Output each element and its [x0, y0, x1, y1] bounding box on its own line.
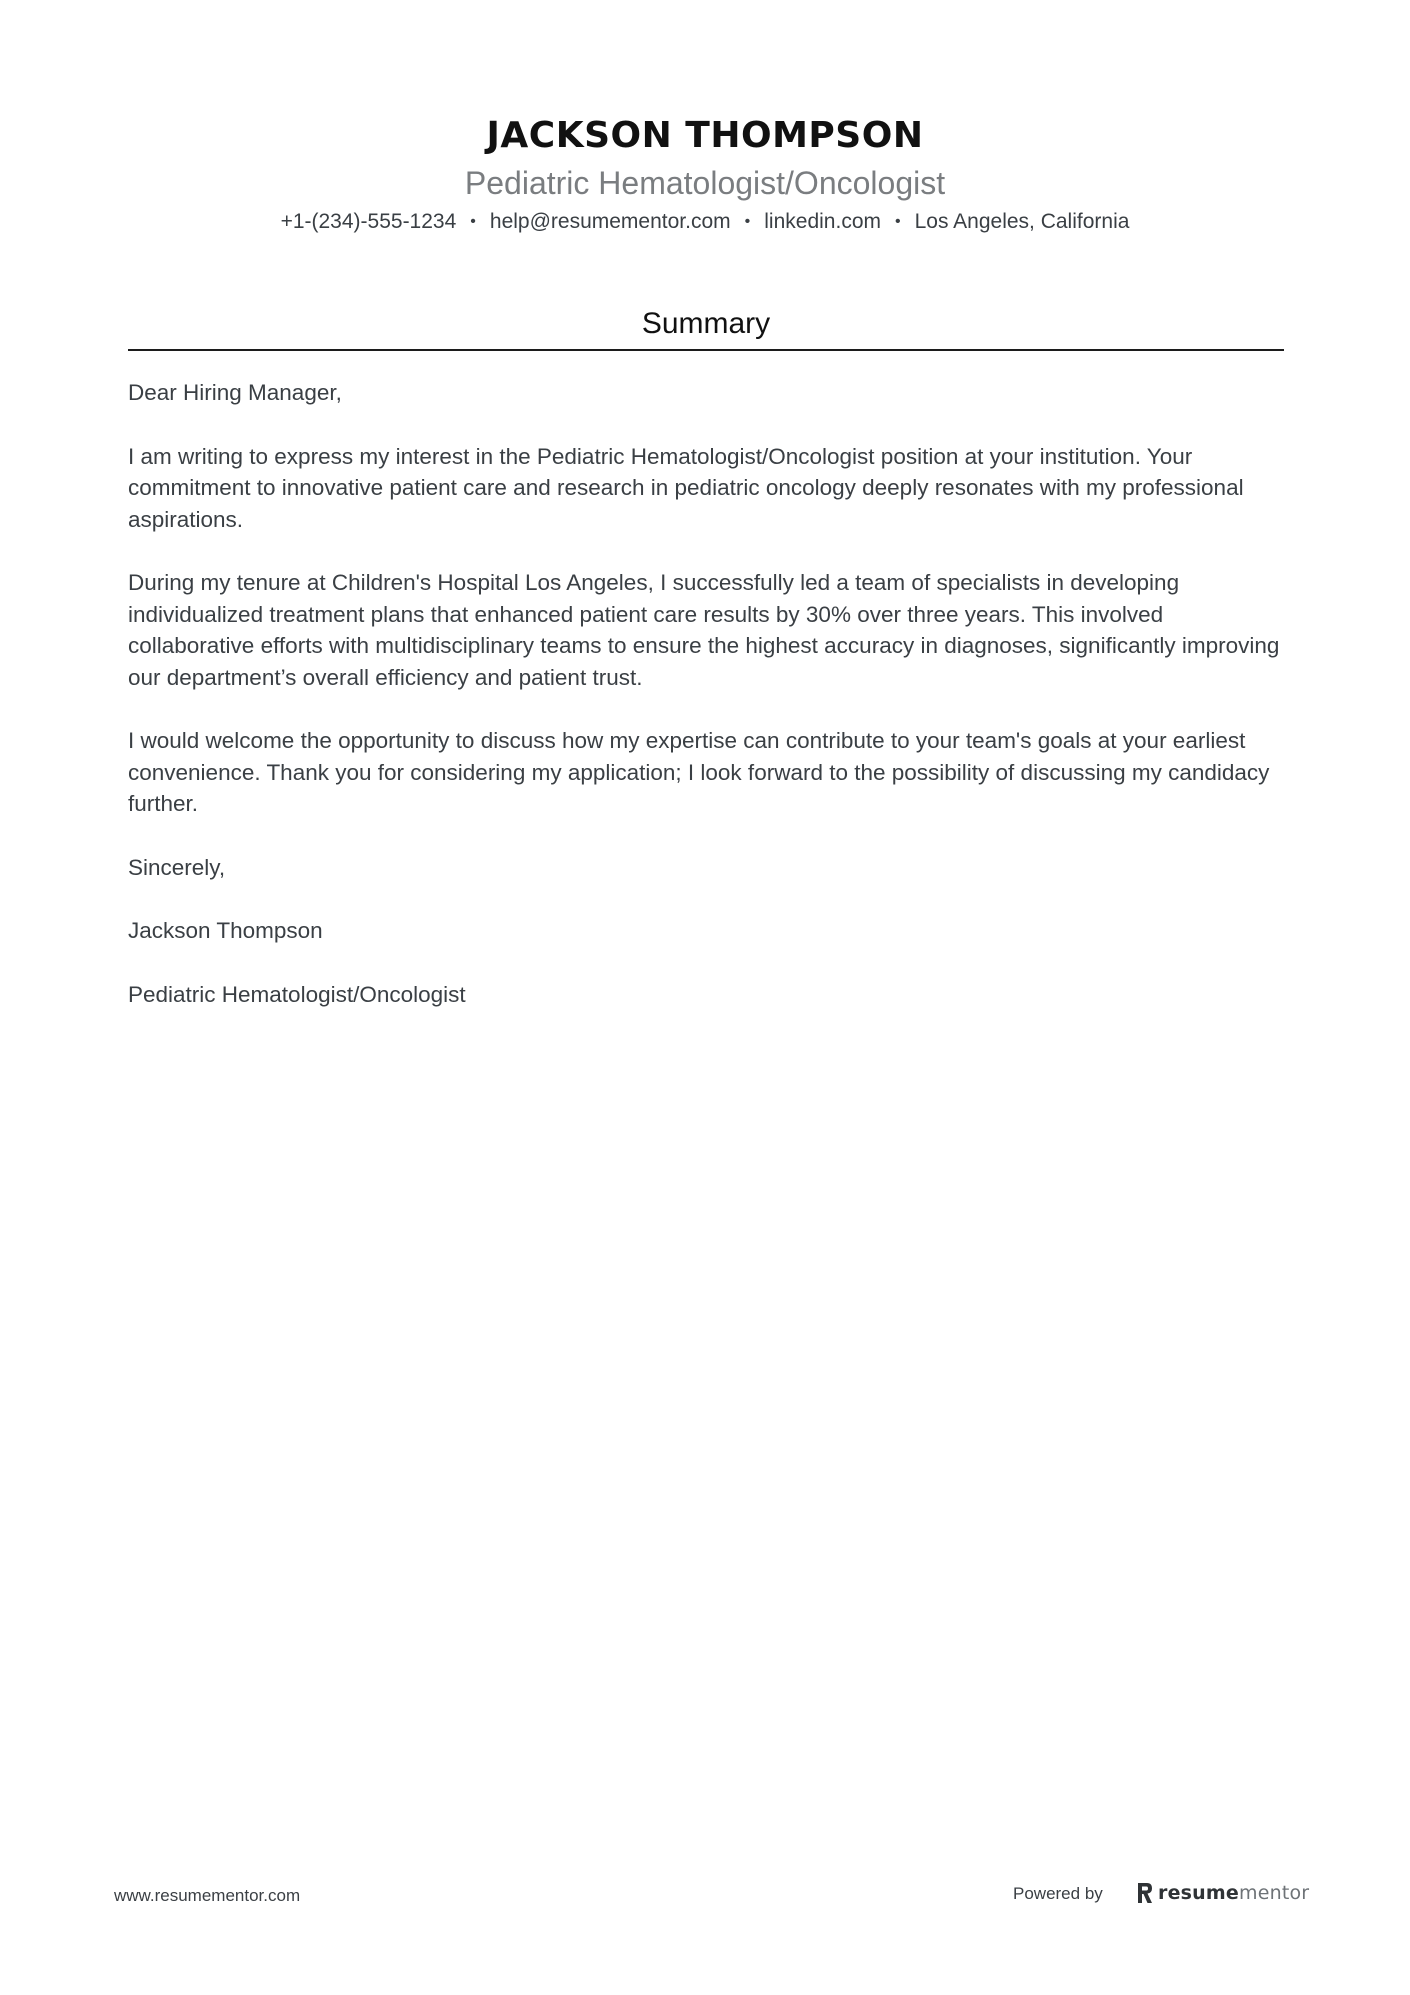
resumementor-logo[interactable] — [1136, 1878, 1309, 1908]
separator-dot: • — [744, 213, 751, 230]
applicant-name: JACKSON THOMPSON — [486, 115, 924, 156]
separator-dot: • — [470, 213, 476, 230]
footer-website-link[interactable]: www.resumementor.com — [114, 1886, 301, 1905]
signature-title: Pediatric Hematologist/Oncologist — [128, 981, 466, 1007]
brand-part-mentor: mentor — [1238, 1882, 1310, 1904]
letter-paragraph: I would welcome the opportunity to discuss how my expertise can contribute to your team's goals at your earliest convenience. Thank you for considering my application; I look forward to the possibility of discussing my candidacy further. — [128, 728, 1270, 816]
letter-header — [0, 112, 1410, 238]
resumementor-wordmark — [1158, 1882, 1309, 1904]
contact-location: Los Angeles, California — [914, 210, 1130, 233]
powered-by-label: Powered by — [1013, 1884, 1103, 1903]
letter-paragraph: During my tenure at Children's Hospital Los Angeles, I successfully led a team of specialists in developing individualized treatment plans that enhanced patient care results by 30% over three years. This involved collaborative efforts with multidisciplinary teams to ensure the highest accuracy in diagnoses, significantly improving our department’s overall efficiency and patient trust. — [128, 570, 1280, 690]
contact-linkedin: linkedin.com — [764, 210, 881, 233]
contact-phone: +1-(234)-555-1234 — [280, 210, 457, 233]
section-title: Summary — [641, 307, 771, 340]
separator-dot: • — [895, 213, 901, 230]
contact-email: help@resumementor.com — [489, 210, 731, 233]
section-divider — [128, 349, 1284, 351]
letter-paragraph: I am writing to express my interest in the Pediatric Hematologist/Oncologist position at your institution. Your commitment to innovative patient care and research in pediatric oncology deeply resonates with my professional aspirations. — [128, 443, 1244, 532]
signature-name: Jackson Thompson — [128, 918, 323, 943]
letter-closing: Sincerely, — [128, 854, 226, 880]
applicant-role: Pediatric Hematologist/Oncologist — [464, 165, 946, 201]
brand-part-resume: resume — [1158, 1882, 1239, 1904]
resumementor-logo-icon — [1136, 1882, 1154, 1904]
contact-line — [0, 208, 1410, 238]
letter-body — [128, 377, 1288, 1042]
letter-greeting: Dear Hiring Manager, — [128, 380, 342, 405]
